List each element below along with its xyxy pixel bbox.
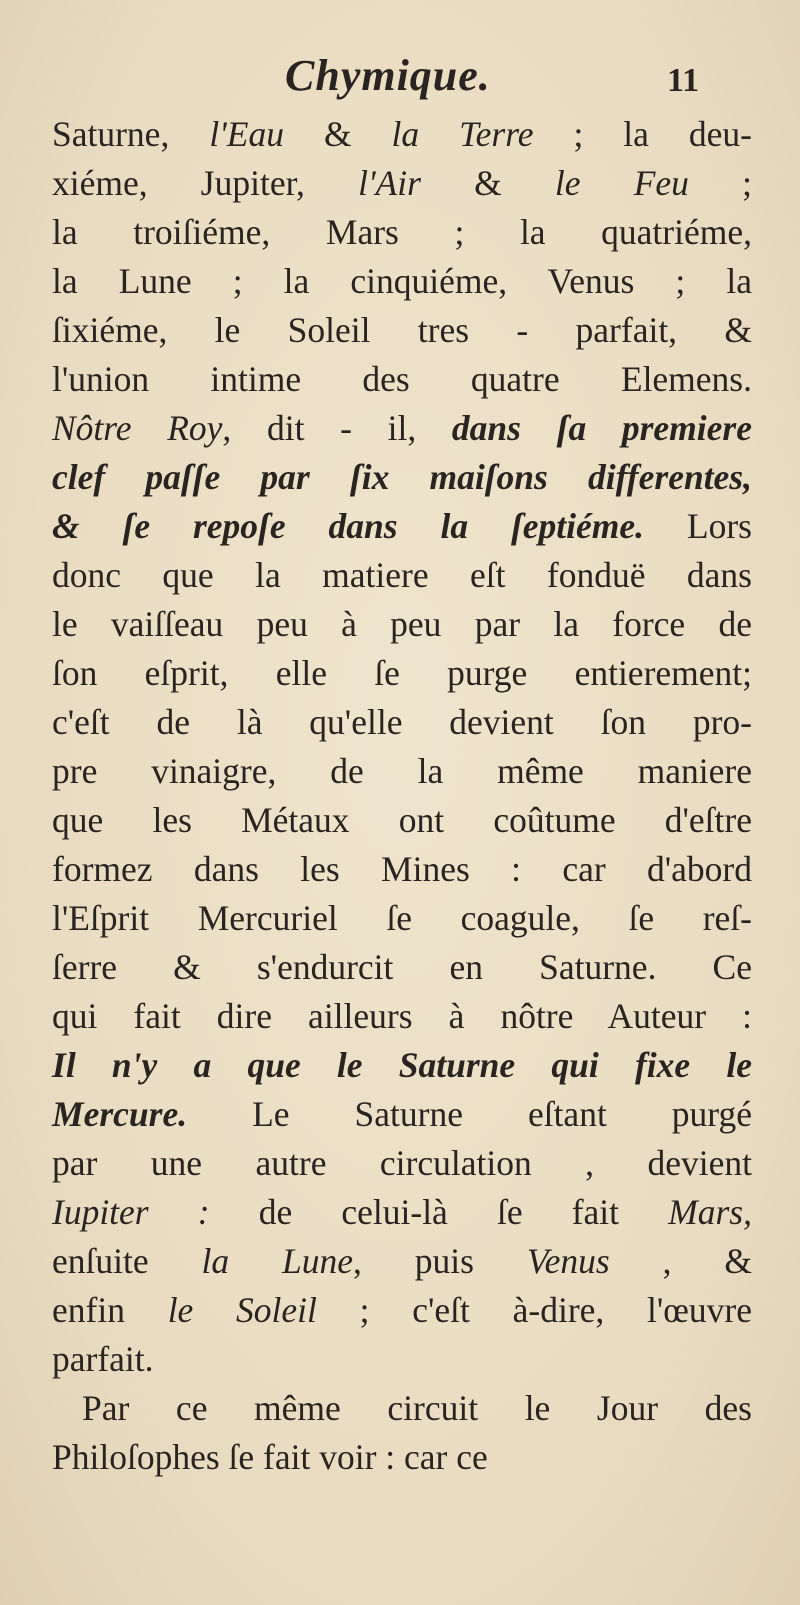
text-segment: de celui-là ſe fait: [209, 1192, 669, 1232]
text-line: [52, 1384, 752, 1433]
text-segment: Le Saturne eſtant purgé: [187, 1094, 752, 1134]
text-segment: & ſe repoſe dans la ſeptiéme.: [52, 506, 645, 546]
text-segment: la Terre: [391, 114, 534, 154]
text-segment: parfait.: [52, 1339, 154, 1379]
text-line: [52, 159, 752, 208]
text-segment: clef paſſe par ſix maiſons differentes,: [52, 457, 752, 497]
text-line: [52, 796, 752, 845]
text-segment: ;: [688, 163, 752, 203]
text-segment: l'union intime des quatre Elemens.: [52, 359, 752, 399]
text-segment: la Lune ; la cinquiéme, Venus ; la: [52, 261, 752, 301]
text-line: [52, 1139, 752, 1188]
text-segment: xiéme, Jupiter,: [52, 163, 359, 203]
text-segment: pre vinaigre, de la même maniere: [52, 751, 752, 791]
text-segment: ſon eſprit, elle ſe purge entierement;: [52, 653, 752, 693]
text-line: [52, 600, 752, 649]
text-segment: Par ce même circuit le Jour des: [82, 1388, 752, 1428]
text-line: [52, 110, 752, 159]
text-segment: le vaiſſeau peu à peu par la force de: [52, 604, 752, 644]
text-line: [52, 649, 752, 698]
text-segment: Mercure.: [52, 1094, 188, 1134]
text-line: [52, 943, 752, 992]
text-segment: le Feu: [554, 163, 689, 203]
text-segment: Mars,: [668, 1192, 752, 1232]
text-segment: , dit - il,: [222, 408, 452, 448]
text-segment: formez dans les Mines : car d'abord: [52, 849, 752, 889]
text-line: [52, 992, 752, 1041]
text-segment: le Soleil: [167, 1290, 317, 1330]
text-segment: Lors: [644, 506, 752, 546]
text-segment: , puis: [353, 1241, 527, 1281]
text-line: [52, 453, 752, 502]
text-line: [52, 306, 752, 355]
text-line: [52, 502, 752, 551]
text-line: [52, 698, 752, 747]
text-segment: c'eſt de là qu'elle devient ſon pro-: [52, 702, 752, 742]
text-line: [52, 257, 752, 306]
text-line: [52, 1335, 752, 1384]
text-segment: ſixiéme, le Soleil tres - parfait, &: [52, 310, 752, 350]
text-segment: enſuite: [52, 1241, 202, 1281]
text-line: [52, 1188, 752, 1237]
text-segment: donc que la matiere eſt fonduë dans: [52, 555, 752, 595]
text-line: [52, 208, 752, 257]
text-segment: qui fait dire ailleurs à nôtre Auteur :: [52, 996, 752, 1036]
text-segment: Saturne,: [52, 114, 210, 154]
text-line: [52, 404, 752, 453]
text-segment: enfin: [52, 1290, 168, 1330]
text-segment: l'Eau: [209, 114, 284, 154]
text-segment: &: [420, 163, 555, 203]
text-segment: ; la deu-: [533, 114, 752, 154]
text-segment: , &: [609, 1241, 752, 1281]
text-line: [52, 1090, 752, 1139]
text-segment: l'Air: [358, 163, 421, 203]
text-segment: l'Eſprit Mercuriel ſe coagule, ſe reſ-: [52, 898, 752, 938]
text-line: [52, 551, 752, 600]
text-segment: ; c'eſt à-dire, l'œuvre: [316, 1290, 752, 1330]
text-segment: la Lune: [201, 1241, 354, 1281]
running-title: Chymique.: [285, 51, 491, 100]
text-line: [52, 355, 752, 404]
running-head: [0, 50, 800, 110]
text-line: [52, 1433, 752, 1482]
text-segment: la troiſiéme, Mars ; la quatriéme,: [52, 212, 752, 252]
text-segment: dans ſa premiere: [451, 408, 752, 448]
text-segment: par une autre circulation , devient: [52, 1143, 752, 1183]
text-segment: Venus: [526, 1241, 610, 1281]
body-text: [52, 110, 752, 1482]
text-line: [52, 1041, 752, 1090]
text-segment: que les Métaux ont coûtume d'eſtre: [52, 800, 752, 840]
text-line: [52, 894, 752, 943]
text-line: [52, 747, 752, 796]
text-segment: Philoſophes ſe fait voir : car ce: [52, 1437, 488, 1477]
text-line: [52, 1286, 752, 1335]
text-segment: Iupiter :: [52, 1192, 210, 1232]
text-segment: ſerre & s'endurcit en Saturne. Ce: [52, 947, 752, 987]
text-segment: &: [283, 114, 392, 154]
text-line: [52, 1237, 752, 1286]
text-segment: Il n'y a que le Saturne qui fixe le: [52, 1045, 752, 1085]
page-number: 11: [667, 62, 700, 99]
text-line: [52, 845, 752, 894]
text-segment: Nôtre Roy: [52, 408, 223, 448]
